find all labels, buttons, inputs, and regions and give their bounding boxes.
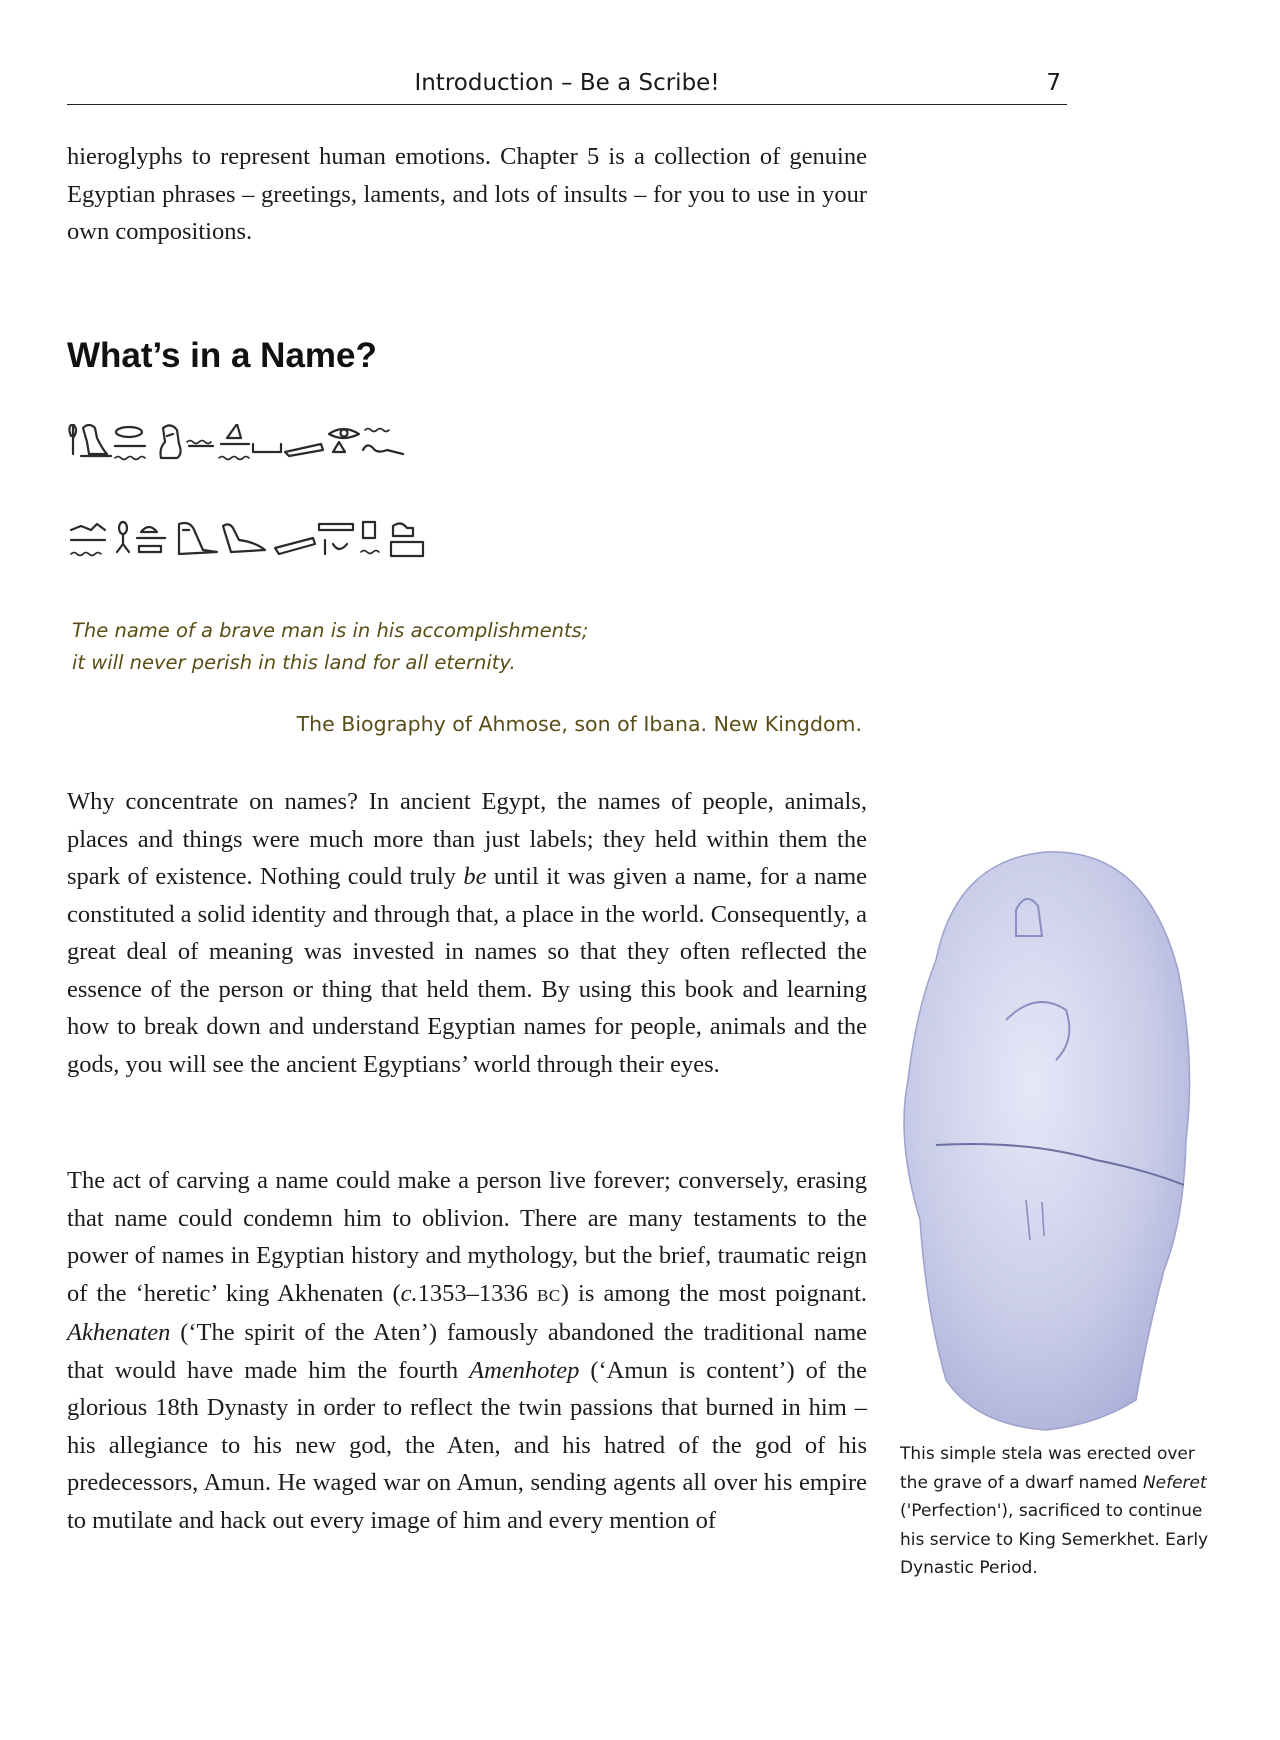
akhenaten-text-3: ) is among the most poignant. (560, 1279, 868, 1307)
quote-source: The Biography of Ahmose, son of Ibana. New Kingdom. (296, 712, 862, 736)
paragraph-names (67, 783, 867, 1083)
circa-abbrev: c. (400, 1279, 418, 1307)
caption-text-2: ('Perfection'), sacrificed to continue his service to King Semerkhet. Early Dynastic Period. (900, 1501, 1209, 1578)
akhenaten-text-4: (‘The spirit of the Aten’) famously abandoned the traditional name that would have made him the fourth (67, 1319, 867, 1384)
era-label: BC (537, 1285, 561, 1305)
akhenaten-text-1: The act of carving a name could make a person live forever; conversely, erasing that name could condemn him to oblivion. There are many testaments to the power of names in Egyptian history and mythology, but the brief, traumatic reign of the ‘heretic’ king Akhenaten ( (67, 1167, 867, 1307)
quote-line-2: it will never perish in this land for all eternity. (72, 651, 516, 674)
running-header (67, 68, 1067, 105)
stela-image (896, 840, 1196, 1436)
page-number: 7 (1046, 70, 1061, 96)
paragraph-akhenaten (67, 1162, 867, 1539)
epigraph-quote (72, 615, 792, 679)
akhenaten-dates: 1353–1336 (417, 1279, 538, 1307)
emphasis-be: be (463, 863, 487, 890)
section-heading: What’s in a Name? (67, 336, 377, 375)
figure-caption (900, 1440, 1220, 1583)
akhenaten-text-5: (‘Amun is content’) of the glorious 18th Dynasty in order to reflect the twin passions that burned in him – his allegiance to his new god, the Aten, and his hatred of the god of his predecessors, Amun. He waged war on Amun, sending agents all over his empire to mutilate and hack out every image of him and every mention of (67, 1356, 867, 1534)
name-akhenaten: Akhenaten (67, 1319, 171, 1346)
hieroglyph-row-1-icon (69, 424, 403, 460)
caption-name: Neferet (1142, 1472, 1207, 1493)
caption-text-1: This simple stela was erected over the grave of a dwarf named (900, 1444, 1195, 1493)
running-title: Introduction – Be a Scribe! (414, 70, 720, 96)
paragraph-names-text-1: Why concentrate on names? In ancient Egypt, the names of people, animals, places and things were much more than just labels; they held within them the spark of existence. Nothing could truly (67, 788, 867, 890)
hieroglyph-row-2-icon (71, 522, 423, 556)
hieroglyph-inscription (67, 424, 597, 604)
paragraph-names-text-2: until it was given a name, for a name constituted a solid identity and through that, a place in the world. Consequently, a great deal of meaning was invested in names so that they often reflected the essence of the person or thing that held them. By using this book and learning how to break down and understand Egyptian names for people, animals and the gods, you will see the ancient Egyptians’ world through their eyes. (67, 863, 867, 1078)
intro-paragraph: hieroglyphs to represent human emotions. Chapter 5 is a collection of genuine Egyptian phrases – greetings, laments, and lots of insults – for you to use in your own compositions. (67, 143, 867, 245)
stela-stone-icon (904, 852, 1190, 1430)
name-amenhotep: Amenhotep (469, 1356, 580, 1384)
quote-line-1: The name of a brave man is in his accomplishments; (72, 619, 589, 642)
